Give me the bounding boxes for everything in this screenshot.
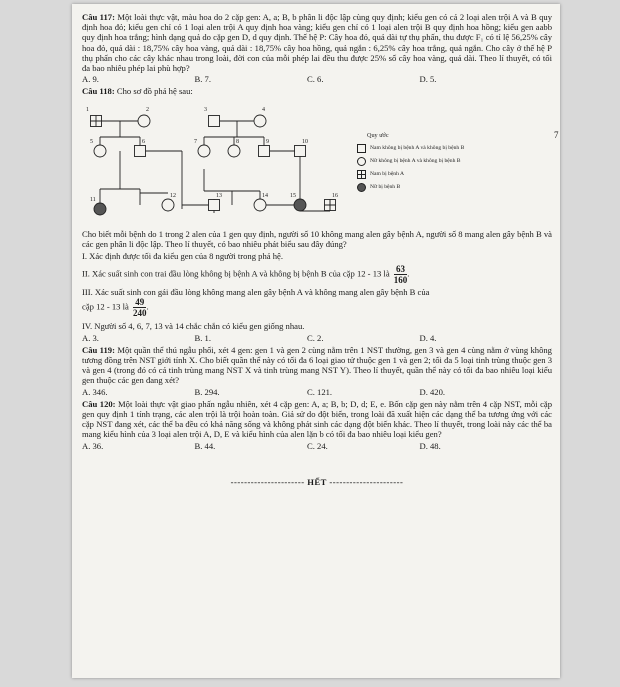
male-disease-a-icon <box>357 170 366 179</box>
svg-text:3: 3 <box>204 106 207 113</box>
question-117-label: Câu 117: <box>82 12 115 22</box>
legend-title: Quy ước <box>367 131 389 139</box>
option-d: D. 5. <box>419 74 437 85</box>
statement-4: IV. Người số 4, 6, 7, 13 và 14 chắc chắn có kiểu gen giống nhau. <box>82 321 305 332</box>
option-d: D. 4. <box>419 332 437 343</box>
question-119 <box>82 345 552 386</box>
question-119-options <box>82 387 552 397</box>
pedigree-person-15 <box>290 193 306 211</box>
svg-text:13: 13 <box>216 192 222 199</box>
option-a: A. 3. <box>82 332 99 343</box>
svg-text:1: 1 <box>86 106 89 113</box>
question-117 <box>82 12 552 73</box>
option-b: B. 294. <box>194 386 220 397</box>
question-118-intro: Cho biết mỗi bệnh do 1 trong 2 alen của 1 gen quy định, người số 10 không mang alen gây bệnh A, người số 8 mang alen gây bệnh B và các gen phân li độc lập. Theo lí thuyết, có bao nhiêu phát biểu sau đây đúng? <box>82 228 552 249</box>
pedigree-legend <box>357 129 464 194</box>
fraction-63-160: $\frac{63}{160}$ <box>393 264 408 286</box>
pedigree-person-14 <box>254 193 268 211</box>
question-117-text: Một loài thực vật, màu hoa do 2 cặp gen: A, a; B, b phân li độc lập cùng quy định; kiểu gen có cả 2 loại alen trội A và B quy định hoa đỏ; kiểu gen chỉ có 1 loại alen trội A quy định hoa vàng; kiểu gen chỉ có 1 loại alen trội B quy định hoa hồng; kiểu gen aabb quy định hoa trắng; hình dạng quả do cặp gen D, d quy định. Thế hệ P: Cây hoa đỏ, quả dài tự thụ phấn, thu được F₁ có tỉ lệ 56,25% cây hoa đỏ, quả dài : 18,75% cây hoa vàng, quả dài : 18,75% cây hoa hồng, quả ngắn : 6,25% cây hoa trắng, quả ngắn. Cho cây ở thế hệ P thụ phấn cho các cây khác nhau trong loài, đời con của mỗi phép lai đều thu được 25% số cây hoa vàng, quả dài. Theo lí thuyết, có tối đa bao nhiêu phép lai phù hợp? <box>82 12 552 74</box>
svg-text:11: 11 <box>90 196 96 203</box>
svg-text:9: 9 <box>266 138 269 145</box>
svg-text:4: 4 <box>262 106 265 113</box>
svg-text:14: 14 <box>262 192 268 199</box>
pedigree-person-16 <box>325 193 339 211</box>
option-c: C. 6. <box>307 74 324 85</box>
option-d: D. 420. <box>419 386 446 397</box>
healthy-female-icon <box>357 157 366 166</box>
legend-item-3: Nam bị bệnh A <box>357 168 464 181</box>
question-118-text: Cho sơ đồ phả hệ sau: <box>116 86 193 97</box>
option-a: A. 9. <box>82 74 99 85</box>
pedigree-person-5 <box>90 139 106 157</box>
svg-text:5: 5 <box>90 138 93 145</box>
option-b: B. 44. <box>194 440 216 451</box>
pedigree-person-12 <box>162 193 176 211</box>
svg-text:2: 2 <box>146 106 149 113</box>
pedigree-person-10 <box>295 139 309 157</box>
statement-1: I. Xác định được tối đa kiểu gen của 8 người trong phả hệ. <box>82 251 283 262</box>
exam-content <box>82 12 552 487</box>
margin-mark: 7 <box>554 130 559 140</box>
option-a: A. 346. <box>82 386 108 397</box>
pedigree-person-3 <box>204 107 220 127</box>
pedigree-chart <box>82 101 352 229</box>
end-marker: ---------------------- HẾT ---------------------- <box>230 476 404 487</box>
question-118 <box>82 86 552 96</box>
svg-text:6: 6 <box>142 138 145 145</box>
legend-item-1: Nam không bị bệnh A và không bị bệnh B <box>357 142 464 155</box>
pedigree-person-7 <box>194 139 210 157</box>
option-c: C. 2. <box>307 332 324 343</box>
healthy-male-icon <box>357 144 366 153</box>
pedigree-person-4 <box>254 107 266 127</box>
pedigree-person-2 <box>138 107 150 127</box>
option-b: B. 1. <box>194 332 211 343</box>
fraction-49-240: $\frac{49}{240}$ <box>132 297 147 319</box>
question-118-options <box>82 333 552 343</box>
option-c: C. 24. <box>307 440 328 451</box>
svg-text:12: 12 <box>170 192 176 199</box>
question-120 <box>82 399 552 440</box>
question-119-text: Một quần thể thú ngẫu phối, xét 4 gen: gen 1 và gen 2 cùng nằm trên 1 NST thường, gen 3 và gen 4 cùng nằm ở vùng không tương đồng trên NST giới tính X. Cho biết quần thể này có tối đa 6 loại giao tử thuộc gen 1 và gen 2; tối đa 5 loại tinh trùng thuộc gen 3 và gen 4 (trong đó có cả tinh trùng mang NST X và tinh trùng mang NST Y). Theo lí thuyết, quần thể này có tối đa bao nhiêu loại kiểu gen thuộc các gen đang xét? <box>82 344 552 386</box>
female-disease-b-icon <box>357 183 366 192</box>
exam-page <box>72 4 560 678</box>
svg-text:15: 15 <box>290 192 296 199</box>
svg-text:16: 16 <box>332 192 338 199</box>
svg-text:7: 7 <box>194 138 197 145</box>
option-c: C. 121. <box>307 386 333 397</box>
pedigree-diagram <box>82 101 552 229</box>
option-d: D. 48. <box>419 440 441 451</box>
question-120-label: Câu 120: <box>82 398 116 409</box>
question-120-options <box>82 441 552 451</box>
option-b: B. 7. <box>194 74 211 85</box>
question-117-options <box>82 74 552 84</box>
svg-text:8: 8 <box>236 138 239 145</box>
svg-text:10: 10 <box>302 138 308 145</box>
statement-3: III. Xác suất sinh con gái đầu lòng không mang alen gây bệnh A và không mang alen gây bệnh B của cặp 12 - 13 là $\frac{49}{240}$ . <box>82 287 430 319</box>
legend-item-4: Nữ bị bệnh B <box>357 181 464 194</box>
pedigree-person-1 <box>86 107 102 127</box>
option-a: A. 36. <box>82 440 104 451</box>
question-120-text: Một loài thực vật giao phấn ngẫu nhiên, xét 4 cặp gen: A, a; B, b; D, d; E, e. Bốn cặp gen này nằm trên 4 cặp NST, mỗi cặp gen quy định 1 tính trạng, các alen trội là trội hoàn toàn. Giả sử do đột biến, trong loài đã xuất hiện các dạng thể ba tương ứng với các cặp NST đang xét, các thể ba đều có khả năng sống và không phát sinh các dạng đột biến khác. Theo lí thuyết, trong loài này các thể ba mang kiểu hình của 3 loại alen trội A, D, E và kiểu hình của alen lặn b có tối đa bao nhiêu loại kiểu gen? <box>82 398 552 440</box>
pedigree-person-13 <box>209 193 223 211</box>
legend-item-2: Nữ không bị bệnh A và không bị bệnh B <box>357 155 464 168</box>
question-118-label: Câu 118: <box>82 86 115 97</box>
pedigree-person-11 <box>90 197 106 215</box>
statement-2: II. Xác suất sinh con trai đầu lòng không bị bệnh A và không bị bệnh B của cặp 12 - 13 là $\frac{63}{160}$ . <box>82 264 410 286</box>
question-119-label: Câu 119: <box>82 344 115 355</box>
